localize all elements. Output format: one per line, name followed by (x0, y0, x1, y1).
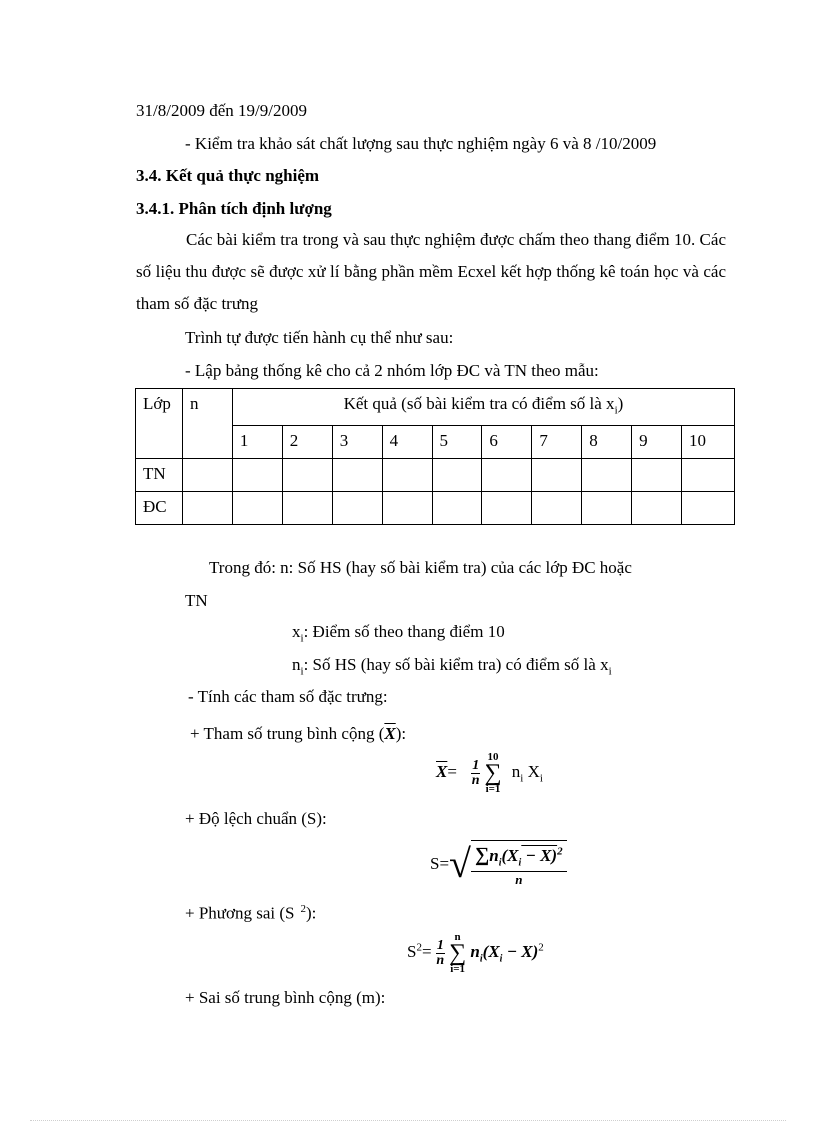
score-col-2: 2 (282, 426, 332, 459)
header-results: Kết quả (số bài kiểm tra có điểm số là $x_i$) (232, 389, 734, 426)
row-label-tn: TN (136, 459, 183, 492)
mean-label: + Tham số trung bình cộng $(\overline{X})$: (190, 724, 407, 743)
score-col-7: 7 (532, 426, 582, 459)
variance-formula: $S^2=$ $\frac{1}{n}$ n ∑ i=1 $n_i(X_i - X)^2$ (407, 931, 544, 975)
statistics-table (135, 388, 735, 525)
error-label: + Sai số trung bình cộng (m): (185, 988, 386, 1007)
where-line: Trong đó: n: Số HS (hay số bài kiểm tra) của các lớp ĐC hoặc (209, 558, 632, 577)
ni-definition: $n_i$: Số HS (hay số bài kiểm tra) có điểm số là $x_i$ (292, 655, 612, 678)
table-intro-line: - Lập bảng thống kê cho cả 2 nhóm lớp ĐC và TN theo mẫu: (185, 361, 599, 380)
date-range-line: 31/8/2009 đến 19/9/2009 (136, 101, 307, 120)
procedure-line: Trình tự được tiến hành cụ thể như sau: (185, 328, 454, 347)
score-col-8: 8 (582, 426, 632, 459)
page-bottom-divider (30, 1120, 786, 1121)
table-row (136, 459, 735, 492)
header-lop: Lớp (136, 389, 183, 459)
header-n: n (182, 389, 232, 459)
variance-label: + Phương sai (S $^2$): (185, 903, 317, 923)
subsection-heading: 3.4.1. Phân tích định lượng (136, 199, 332, 218)
row-label-dc: ĐC (136, 492, 183, 525)
method-paragraph: Các bài kiểm tra trong và sau thực nghiệm được chấm theo thang điểm 10. Các số liệu thu được sẽ được xử lí bằng phần mềm Ecxel kết hợp thống kê toán học và các tham số đặc trưng (136, 230, 726, 313)
score-col-1: 1 (232, 426, 282, 459)
table-row (136, 492, 735, 525)
params-title: - Tính các tham số đặc trưng: (188, 687, 388, 706)
survey-line: - Kiểm tra khảo sát chất lượng sau thực nghiệm ngày 6 và 8 /10/2009 (185, 134, 657, 153)
score-col-9: 9 (632, 426, 682, 459)
score-col-5: 5 (432, 426, 482, 459)
where-line-cont: TN (185, 591, 208, 610)
mean-formula: $\overline{X}=$ $\frac{1}{n}$ 10 ∑ i=1 $n_i$ $X_i$ (436, 751, 543, 795)
section-heading: 3.4. Kết quả thực nghiệm (136, 166, 320, 185)
score-col-10: 10 (682, 426, 735, 459)
xi-definition: $x_i$: Điểm số theo thang điểm 10 (292, 622, 505, 645)
score-col-6: 6 (482, 426, 532, 459)
score-col-4: 4 (382, 426, 432, 459)
std-formula: S=√ $\sum n_i(X_i - X)^2$ n (430, 840, 567, 888)
std-label: + Độ lệch chuẩn (S): (185, 809, 327, 828)
score-col-3: 3 (332, 426, 382, 459)
